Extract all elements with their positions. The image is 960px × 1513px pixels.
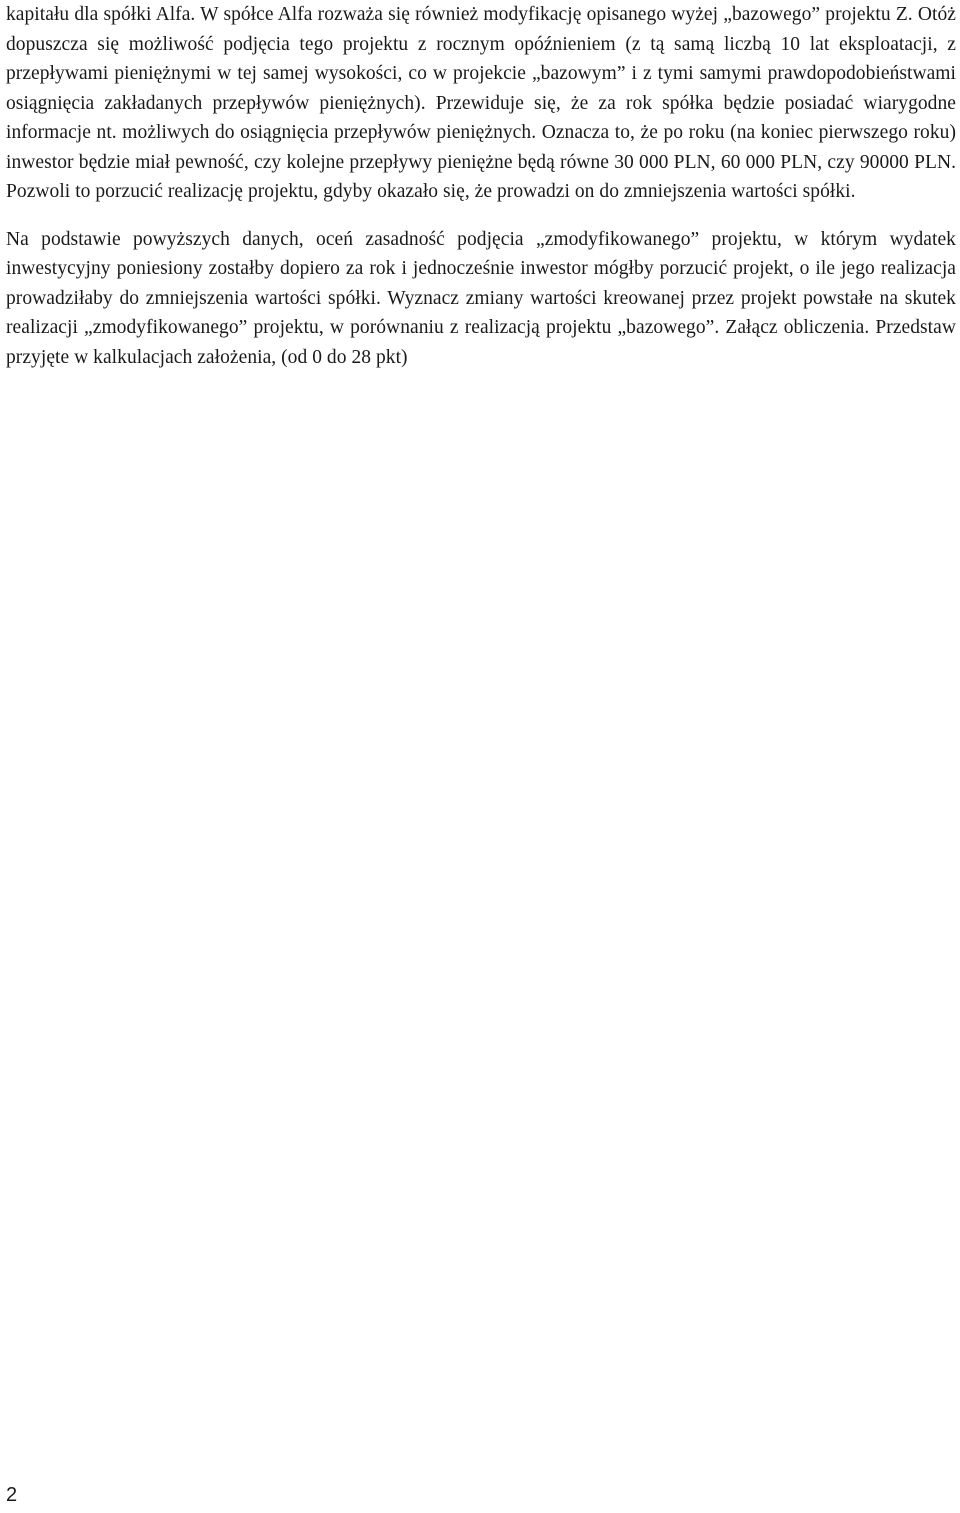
- document-page: [6, 0, 956, 372]
- paragraph-task-instructions: Na podstawie powyższych danych, oceń zasadność podjęcia „zmodyfikowanego” projektu, w którym wydatek inwestycyjny poniesiony zostałby dopiero za rok i jednocześnie inwestor mógłby porzucić projekt, o ile jego realizacja prowadziłaby do zmniejszenia wartości spółki. Wyznacz zmiany wartości kreowanej przez projekt powstałe na skutek realizacji „zmodyfikowanego” projektu, w porównaniu z realizacją projektu „bazowego”. Załącz obliczenia. Przedstaw przyjęte w kalkulacjach założenia, (od 0 do 28 pkt): [6, 228, 956, 368]
- page-number: 2: [6, 1484, 18, 1506]
- paragraph-project-modification: kapitału dla spółki Alfa. W spółce Alfa rozważa się również modyfikację opisanego wyżej „bazowego” projektu Z. Otóż dopuszcza się możliwość podjęcia tego projektu z rocznym opóźnieniem (z tą samą liczbą 10 lat eksploatacji, z przepływami pieniężnymi w tej samej wysokości, co w projekcie „bazowym” i z tymi samymi prawdopodobieństwami osiągnięcia zakładanych przepływów pieniężnych). Przewiduje się, że za rok spółka będzie posiadać wiarygodne informacje nt. możliwych do osiągnięcia przepływów pieniężnych. Oznacza to, że po roku (na koniec pierwszego roku) inwestor będzie miał pewność, czy kolejne przepływy pieniężne będą równe 30 000 PLN, 60 000 PLN, czy 90000 PLN. Pozwoli to porzucić realizację projektu, gdyby okazało się, że prowadzi on do zmniejszenia wartości spółki.: [6, 4, 956, 202]
